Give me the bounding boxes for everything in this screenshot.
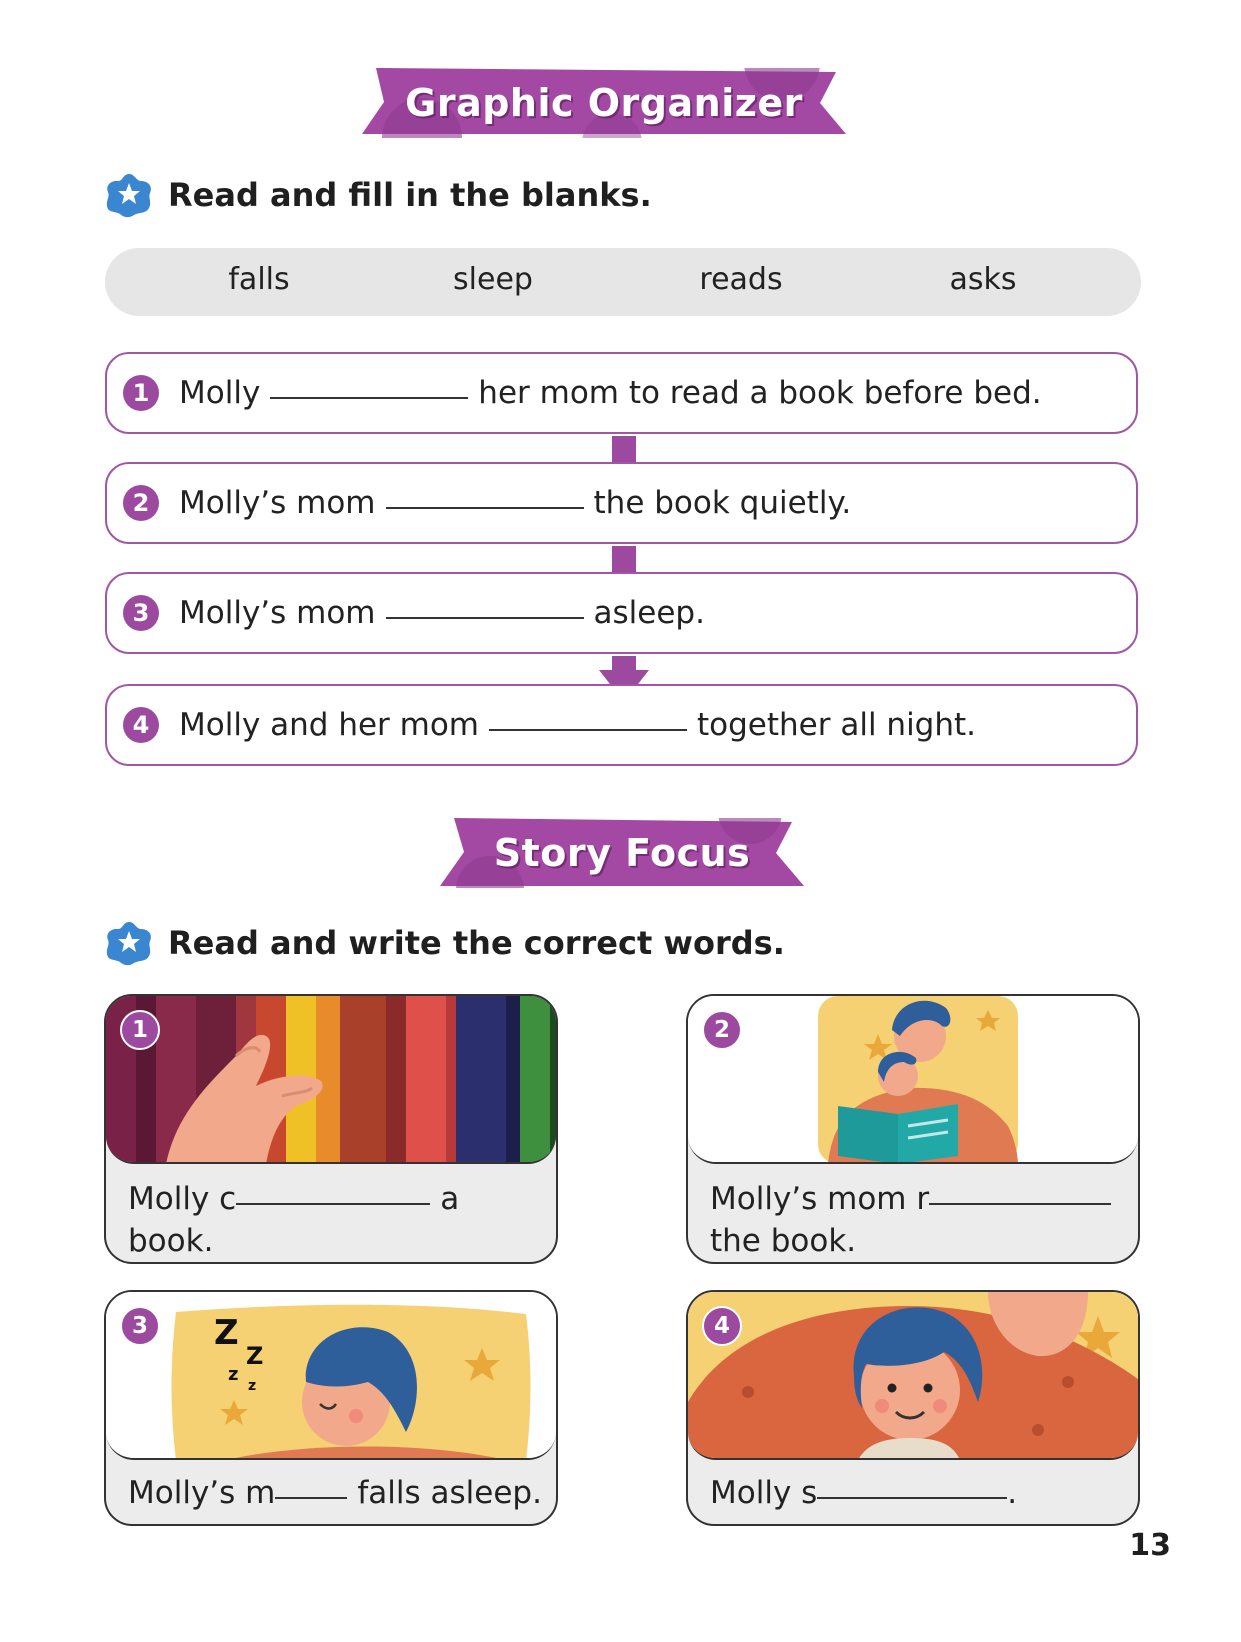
illustration-mom-sleeping [106,1292,556,1460]
word-bank-item: sleep [453,262,533,297]
instruction-row [104,920,785,966]
caption-end: . [1007,1475,1018,1511]
word-bank-item: falls [228,262,290,297]
number-badge: 2 [123,485,159,521]
svg-text:Z: Z [246,1342,264,1370]
flow-connector [612,436,636,464]
sentence-start: Molly and her mom [179,707,479,743]
card-caption [128,1178,459,1262]
svg-text:z: z [248,1378,257,1394]
sentence-end: her mom to read a book before bed. [478,375,1042,411]
story-card-3 [104,1290,558,1526]
number-badge: 4 [123,707,159,743]
illustration-mom-reading [688,996,1138,1164]
story-card-1 [104,994,558,1264]
svg-text:z: z [228,1364,239,1385]
page-number: 13 [1129,1528,1171,1563]
sentence-start: Molly’s mom [179,595,376,631]
fill-sentence-2 [105,462,1138,544]
number-badge: 1 [120,1010,160,1050]
banner-title: Story Focus [493,831,751,875]
blue-star-icon [104,920,154,966]
answer-blank[interactable] [817,1496,1007,1499]
card-caption [710,1178,1111,1262]
blue-star-icon [104,172,154,218]
number-badge: 1 [123,375,159,411]
answer-blank[interactable] [275,1496,347,1499]
number-badge: 4 [702,1306,742,1346]
sentence-end: together all night. [697,707,977,743]
instruction-text: Read and fill in the blanks. [168,176,652,214]
caption-end: a [440,1181,460,1217]
word-bank [105,248,1141,316]
story-focus-banner [440,818,804,888]
illustration-bookshelf [106,996,556,1164]
word-bank-item: asks [949,262,1017,297]
flow-connector [612,546,636,574]
card-caption [710,1472,1017,1514]
story-card-4 [686,1290,1140,1526]
sentence-start: Molly’s mom [179,485,376,521]
number-badge: 3 [123,595,159,631]
sentence-end: the book quietly. [593,485,852,521]
card-caption [128,1472,542,1514]
number-badge: 3 [120,1306,160,1346]
answer-blank[interactable] [236,1202,430,1205]
caption-end: falls asleep. [357,1475,542,1511]
sentence-end: asleep. [593,595,705,631]
fill-sentence-1 [105,352,1138,434]
word-bank-item: reads [699,262,783,297]
number-badge: 2 [702,1010,742,1050]
banner-title: Graphic Organizer [405,81,803,125]
sentence-start: Molly [179,375,261,411]
graphic-organizer-banner [362,68,846,138]
fill-sentence-4 [105,684,1138,766]
caption-line2: the book. [710,1223,857,1259]
answer-blank[interactable] [386,506,584,509]
fill-sentence-3 [105,572,1138,654]
answer-blank[interactable] [270,396,468,399]
answer-blank[interactable] [489,728,687,731]
caption-start: Molly c [128,1181,237,1217]
answer-blank[interactable] [929,1202,1111,1205]
story-card-2 [686,994,1140,1264]
svg-text:Z: Z [214,1313,239,1353]
caption-line2: book. [128,1223,214,1259]
answer-blank[interactable] [386,616,584,619]
caption-start: Molly’s mom r [710,1181,930,1217]
instruction-row [104,172,652,218]
caption-start: Molly’s m [128,1475,276,1511]
illustration-molly-smiling [688,1292,1138,1460]
caption-start: Molly s [710,1475,818,1511]
instruction-text: Read and write the correct words. [168,924,785,962]
